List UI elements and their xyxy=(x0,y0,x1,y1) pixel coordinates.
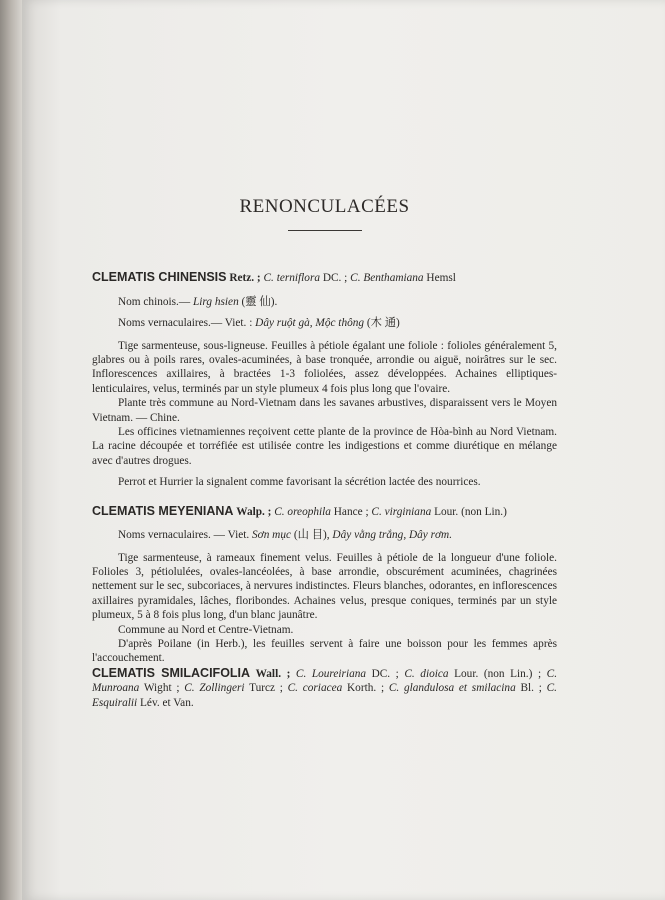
synonym-author: Bl. ; xyxy=(515,682,547,695)
synonym-author: Lour. (non Lin.) xyxy=(431,505,507,518)
vernacular-names-line xyxy=(92,528,557,542)
synonym: C. Loureiriana xyxy=(295,667,367,680)
usage-paragraph: Les officines vietnamiennes reçoivent cette plante de la province de Hòa-bình au Nord Vietnam. La racine découpée et torréfiée est utilisée contre les indigestions et comme diurétique en mélange avec d'autres drogues. xyxy=(92,426,557,467)
vernacular-value: Dây ruột gà, Mộc thông xyxy=(255,317,365,330)
synonym: C. Benthamiana xyxy=(350,272,424,285)
synonym: C. Zollingeri xyxy=(184,682,245,695)
synonym: C. dioica xyxy=(404,667,449,680)
description-paragraph: Tige sarmenteuse, à rameaux finement velus. Feuilles à pétiole de la longueur d'une foliole. Folioles 3, pétiolulées, ovales-lancéolées, à base arrondie, obscurément acuminées, chagrinées nettement sur le sec, subcoriaces, à nervures indistinctes. Fleurs blanches, odorantes, en inflorescences axillaires pyramidales, lâches, floribondes. Achaines velus, presque coniques, terminés par un style plumeux, 5 à 8 fois plus long, d'un blanc jaunâtre. xyxy=(92,551,557,622)
species-heading-chinensis xyxy=(92,270,557,285)
vernacular-names-line xyxy=(92,316,557,330)
species-name: CLEMATIS MEYENIANA xyxy=(92,503,234,518)
species-name: CLEMATIS CHINENSIS xyxy=(92,270,227,285)
vernacular-value: Dây vằng trắng, Dây rơm. xyxy=(332,529,453,542)
species-heading-meyeniana xyxy=(92,504,557,519)
synonym: C. Munroana xyxy=(92,667,558,695)
synonym: C. virginiana xyxy=(371,505,432,518)
synonym: C. Esquiralii xyxy=(92,682,557,709)
species-author: Retz. ; xyxy=(229,272,261,285)
synonym-author: Lour. (non Lin.) ; xyxy=(448,667,547,680)
chinese-name-value: Lirg hsien xyxy=(193,295,239,308)
vernacular-label: Noms vernaculaires.— Viet. : xyxy=(118,317,256,330)
species-heading-smilacifolia xyxy=(92,666,557,710)
chinese-characters: (山 目), xyxy=(291,529,333,542)
synonym: C. terniflora xyxy=(263,272,321,285)
title-divider xyxy=(288,230,362,231)
page-content xyxy=(92,196,558,710)
synonym-author: Hance ; xyxy=(330,505,372,518)
species-author: Wall. ; xyxy=(255,667,291,680)
synonym-author: DC. ; xyxy=(320,272,351,285)
vernacular-value: Sơn mục xyxy=(252,529,291,542)
chinese-characters: (靈 仙). xyxy=(238,295,278,308)
usage-paragraph: D'après Poilane (in Herb.), les feuilles servent à faire une boisson pour les femmes après l'accouchement. xyxy=(92,637,557,665)
chinese-name-line xyxy=(92,295,557,309)
synonym: C. coriacea xyxy=(287,682,343,695)
synonym-author: DC. ; xyxy=(366,667,405,680)
description-paragraph: Tige sarmenteuse, sous-ligneuse. Feuilles à pétiole égalant une foliole : folioles généralement 5, glabres ou à poils rares, ovales-acuminées, à base tronquée, arrondie ou aiguë, noirâtres sur le sec. Inflorescences axillaires, à bractées 1-3 foliolées, assez développées. Achaines elliptiques-lenticulaires, velus, terminés par un style plumeux 4 fois plus long que l'ovaire. xyxy=(92,339,557,395)
synonym-author: Korth. ; xyxy=(342,682,389,695)
chinese-characters: (木 通) xyxy=(364,317,400,330)
distribution-paragraph: Plante très commune au Nord-Vietnam dans les savanes arbustives, disparaissent vers le Moyen Vietnam. — Chine. xyxy=(92,397,557,424)
synonym-author: Wight ; xyxy=(139,682,185,695)
synonym-author: Hemsl xyxy=(423,272,456,285)
vernacular-label: Noms vernaculaires. — Viet. xyxy=(118,529,253,542)
species-author: Walp. ; xyxy=(236,505,272,518)
page-title: RENONCULACÉES xyxy=(239,196,410,217)
species-name: CLEMATIS SMILACIFOLIA xyxy=(92,665,251,680)
synonym: C. glandulosa et smilacina xyxy=(388,682,516,695)
usage-paragraph: Perrot et Hurrier la signalent comme favorisant la sécrétion lactée des nourrices. xyxy=(118,476,481,489)
synonym-author: Turcz ; xyxy=(244,682,288,695)
distribution-paragraph: Commune au Nord et Centre-Vietnam. xyxy=(118,623,294,636)
synonym-author: Lév. et Van. xyxy=(137,696,194,709)
synonym: C. oreophila xyxy=(274,505,331,518)
book-binding xyxy=(0,0,22,900)
book-page xyxy=(22,0,665,900)
chinese-name-label: Nom chinois.— xyxy=(118,295,193,308)
